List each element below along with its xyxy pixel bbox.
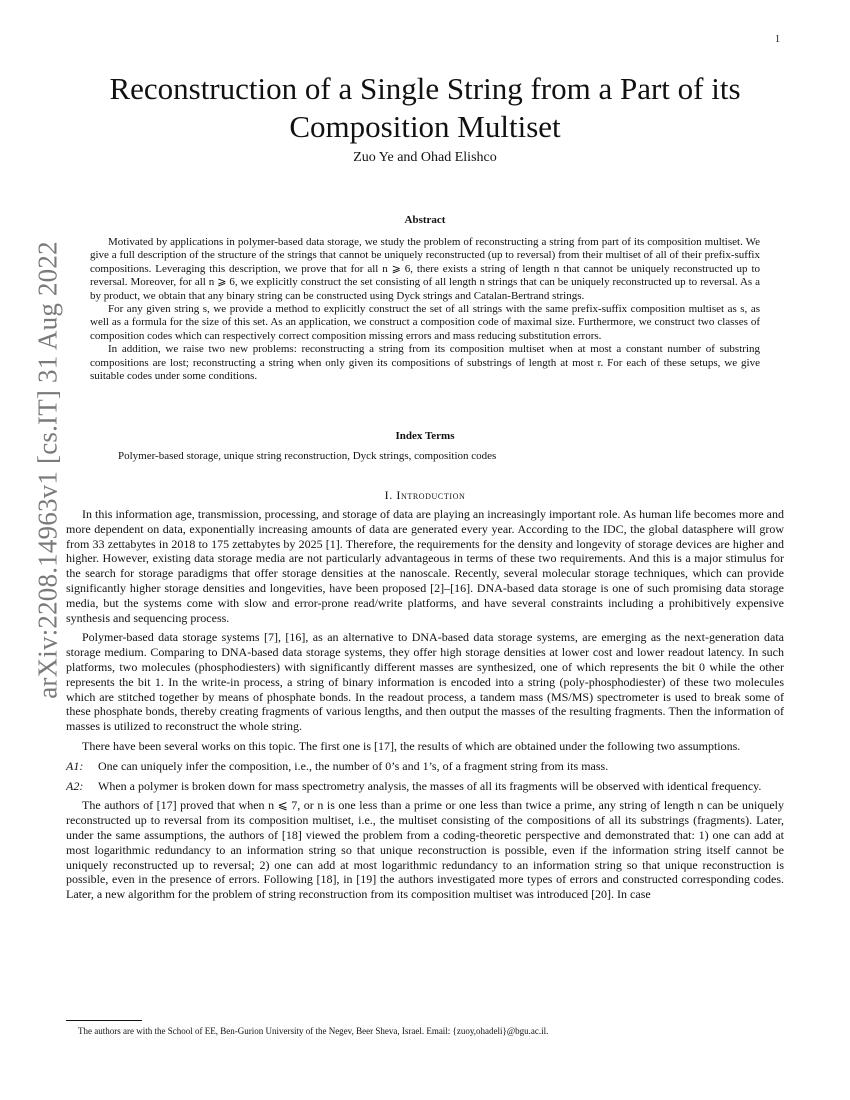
index-terms-text: Polymer-based storage, unique string reconstruction, Dyck strings, composition codes [118, 450, 497, 462]
assumption-text: One can uniquely infer the composition, i.e., the number of 0’s and 1’s, of a fragment string from its mass. [98, 758, 609, 773]
assumption-item [66, 759, 784, 774]
abstract-heading: Abstract [404, 214, 446, 226]
section-heading: I. Introduction [384, 488, 466, 502]
index-terms-heading: Index Terms [395, 430, 455, 442]
abstract-body [90, 236, 760, 383]
body-paragraph: In this information age, transmission, processing, and storage of data are playing an increasingly important role. As human life becomes more and more dependent on data, exponentially increasing amounts of data are generated every year. According to the IDC, the global datasphere will grow from 33 zettabytes in 2018 to 175 zettabytes by 2025 [1]. Therefore, the requirements for the density and longevity of storage devices are higher and higher. However, existing data storage media are not particularly advantageous in terms of these two requirements. And this is a major stimulus for the search for storage paradigms that offer storage densities at the nanoscale. Recently, several molecular storage techniques, which can provide significantly higher storage densities and longevities, have been proposed [2]–[16]. DNA-based data storage is one of such promising data storage media, but the systems come with slow and error-prone read/write platforms, and have several constraints including a prohibitively expensive synthesis and sequencing process. [66, 507, 784, 625]
body-paragraph: The authors of [17] proved that when n ⩽ 7, or n is one less than a prime or one less than twice a prime, any string of length n can be uniquely reconstructed up to reversal from its composition multiset, i.e., the multiset consisting of the compositions of all its substrings (fragments). Later, under the same assumptions, the authors of [18] viewed the problem from a coding-theoretic perspective and demonstrated that: 1) one can add at most logarithmic redundancy to an information string so that unique reconstruction is possible, even if the information string itself cannot be uniquely reconstructed up to reversal; 2) one can add at most logarithmic redundancy to an information string so that unique reconstruction is possible, even in the presence of errors. Following [18], in [19] the authors investigated more types of errors and constructed corresponding codes. Later, a new algorithm for the problem of string reconstruction from its composition multiset was introduced [20]. In case [66, 798, 784, 902]
abstract-paragraph: For any given string s, we provide a method to explicitly construct the set of all strings with the same prefix-suffix composition multiset as s, as well as a formula for the size of this set. As an application, we construct a composition code of maximal size. Furthermore, we construct two classes of composition codes which can respectively correct composition missing errors and mass reducing substitution errors. [90, 303, 760, 342]
assumption-text: When a polymer is broken down for mass spectrometry analysis, the masses of all its fragments will be observed with identical frequency. [98, 778, 762, 793]
assumption-label: A1: [66, 758, 84, 773]
abstract-paragraph: Motivated by applications in polymer-based data storage, we study the problem of reconstructing a string from part of its composition multiset. We give a full description of the structure of the strings that cannot be uniquely reconstructed (up to reversal) from their multiset of all of their prefix-suffix compositions. Leveraging this description, we prove that for all n ⩾ 6, there exists a string of length n that cannot be uniquely reconstructed up to reversal. Moreover, for all n ⩾ 6, we explicitly construct the set consisting of all length n strings that can be uniquely reconstructed up to reversal. As a by product, we obtain that any binary string can be constructed using Dyck strings and Catalan-Bertrand strings. [90, 236, 760, 302]
body-paragraph: There have been several works on this topic. The first one is [17], the results of which are obtained under the following two assumptions. [82, 738, 741, 753]
assumption-label: A2: [66, 778, 84, 793]
paper-title: Reconstruction of a Single String from a Part of its Composition Multiset [109, 71, 741, 144]
body-paragraph: Polymer-based data storage systems [7], [16], as an alternative to DNA-based data storage systems, are emerging as the next-generation data storage medium. Comparing to DNA-based data storage systems, they offer high storage densities at lower cost and lower readout latency. In such platforms, two molecules (phosphodiesters) with significantly different masses are synthesized, one of which represents the bit 0 while the other represents the bit 1. In the write-in process, a string of binary information is encoded into a string (poly-phosphodiester) of these two molecules which are stitched together by means of phosphate bonds. In the readout process, a tandem mass (MS/MS) spectrometer is used to break some of these phosphate bonds, thereby creating fragments of various lengths, and then output the masses of the resulting fragments. Then the information of masses is utilized to reconstruct the whole string. [66, 630, 784, 734]
page-number: 1 [775, 34, 780, 45]
introduction-body [66, 507, 784, 907]
arxiv-identifier: arXiv:2208.14963v1 [cs.IT] 31 Aug 2022 [32, 241, 63, 699]
footnote-divider [66, 1020, 142, 1021]
paper-authors: Zuo Ye and Ohad Elishco [353, 150, 497, 165]
footnote: The authors are with the School of EE, Ben-Gurion University of the Negev, Beer Sheva, Israel. Email: {zuoy,ohadeli}@bgu.ac.il. [78, 1026, 549, 1036]
abstract-paragraph: In addition, we raise two new problems: reconstructing a string from its composition multiset when at most a constant number of substring compositions are lost; reconstructing a string when only given its compositions of substrings of length at most r. For each of these setups, we give suitable codes under some conditions. [90, 343, 760, 383]
assumption-item [66, 779, 784, 794]
